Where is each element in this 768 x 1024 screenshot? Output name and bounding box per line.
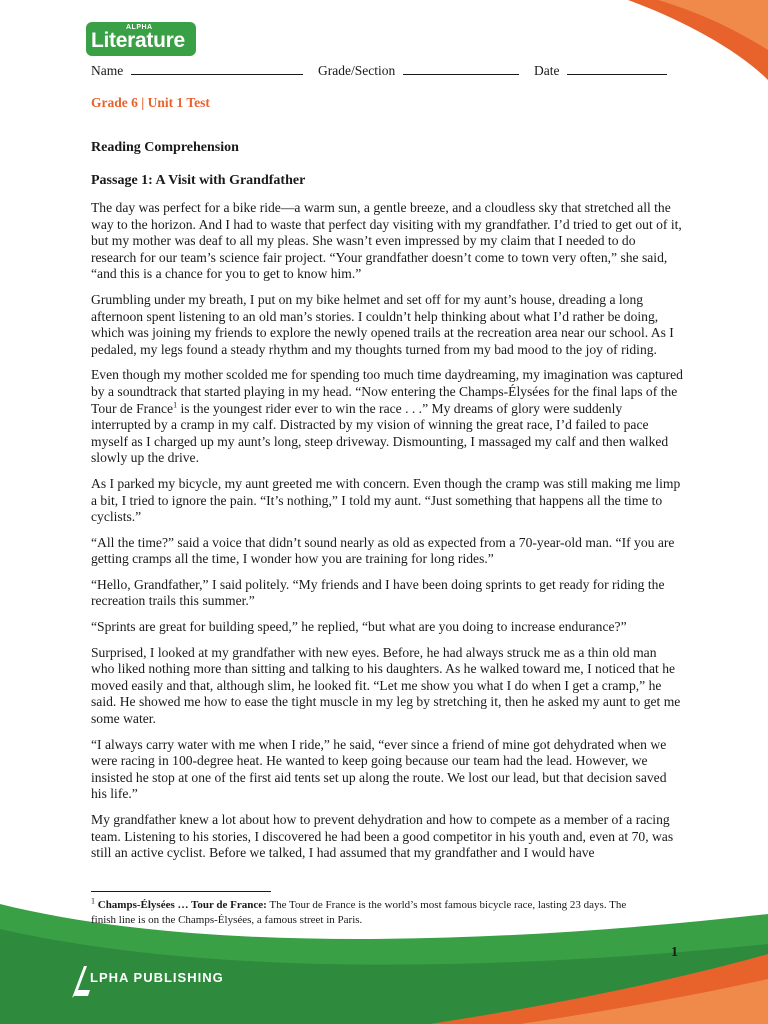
paragraph: The day was perfect for a bike ride—a warm sun, a gentle breeze, and a cloudless sky that stretched all the way to the horizon. And I had to waste that perfect day visiting with my grandfather. I’d tried to get out of it, but my mother was deaf to all my pleas. She wasn’t even impressed by my claim that I needed to do research for our team’s science fair project. “Your grandfather doesn’t come to town very often,” she said, “and this is a chance for you to get to know him.” (91, 200, 682, 282)
footnote-number: 1 (91, 896, 95, 906)
logo-literature-text: Literature (91, 29, 185, 52)
footnote-text: The Tour de France is the world’s most famous bicycle race, lasting 23 days. The finish line is on the Champs-Élysées, a famous street in Paris. (91, 899, 627, 926)
paragraph: “Hello, Grandfather,” I said politely. “My friends and I have been doing sprints to get ready for riding the recreation trails this summer.” (91, 576, 665, 609)
paragraph: Grumbling under my breath, I put on my bike helmet and set off for my aunt’s house, dreading a long afternoon spent listening to an old man’s stories. I couldn’t help thinking about what I’d rather be doing, which was joining my friends to explore the newly opened trails at the recreation area near our school. As I pedaled, my legs found a steady rhythm and my thoughts turned from my bad mood to the joy of riding. (91, 291, 674, 357)
footnote-term: Champs-Élysées … Tour de France: (97, 899, 267, 911)
passage-title: Passage 1: A Visit with Grandfather (91, 173, 306, 188)
paragraph: My grandfather knew a lot about how to prevent dehydration and how to compete as a member of a racing team. Listening to his stories, I discovered he had been a good competitor in his youth and, even at 70, was still an active cyclist. Before we talked, I had assumed that my grandfather and I would have (91, 812, 674, 861)
name-label: Name (91, 63, 124, 78)
publisher-name: LPHA PUBLISHING (90, 970, 224, 985)
grade-section-label: Grade/Section (317, 63, 396, 78)
paragraph-text: Even though my mother scolded me for spending too much time daydreaming, my imagination was captured by a soundtrack that started playing in my head. “Now entering the Champs-Élysées for the final laps of the Tour de France (91, 367, 683, 416)
alpha-a-icon (70, 960, 92, 1000)
student-info-line (91, 62, 667, 79)
date-label: Date (533, 63, 560, 78)
date-blank (567, 62, 667, 75)
footnote-marker: 1 (173, 400, 178, 409)
logo-alpha-text: ALPHA (126, 24, 153, 31)
passage-body (91, 200, 683, 871)
paragraph-text: is the youngest rider ever to win the race . . .” My dreams of glory were suddenly interrupted by a cramp in my calf. Distracted by my vision of winning the great race, I’d failed to pace myself as I charged up my aunt’s long, steep driveway. Dismounting, I massaged my calf and then walked slowly up the drive. (91, 400, 669, 466)
name-blank (131, 62, 303, 75)
paragraph: “Sprints are great for building speed,” he replied, “but what are you doing to increase endurance?” (91, 619, 627, 635)
alpha-literature-logo (86, 22, 196, 56)
paragraph: “I always carry water with me when I ride,” he said, “ever since a friend of mine got dehydrated when we were racing in 100-degree heat. He wanted to keep going because our team had the lead. However, we insisted he stop at one of the first aid tents set up along the route. We lost our lead, but that decision saved his life.” (91, 736, 667, 802)
paragraph (91, 367, 683, 467)
grade-section-blank (403, 62, 519, 75)
section-title: Reading Comprehension (91, 140, 239, 155)
paragraph: “All the time?” said a voice that didn’t sound nearly as old as expected from a 70-year-old man. “If you are getting cramps all the time, I wonder how you are training for long rides.” (91, 534, 675, 567)
paragraph: As I parked my bicycle, my aunt greeted me with concern. Even though the cramp was still making me limp a bit, I tried to ignore the pain. “It’s nothing,” I told my aunt. “Just something that happens all the time to cyclists.” (91, 475, 681, 525)
page-number: 1 (671, 945, 678, 960)
footnote (91, 898, 651, 928)
unit-title: Grade 6 | Unit 1 Test (91, 95, 210, 110)
paragraph: Surprised, I looked at my grandfather with new eyes. Before, he had always struck me as a thin old man who liked nothing more than sitting and talking to his daughters. As he walked toward me, I noticed that he moved easily and that, although slim, he looked fit. “Let me show you what I do when I get a cramp,” he said. He showed me how to ease the tight muscle in my leg by stretching it, then he asked my aunt to get me some water. (91, 644, 681, 727)
